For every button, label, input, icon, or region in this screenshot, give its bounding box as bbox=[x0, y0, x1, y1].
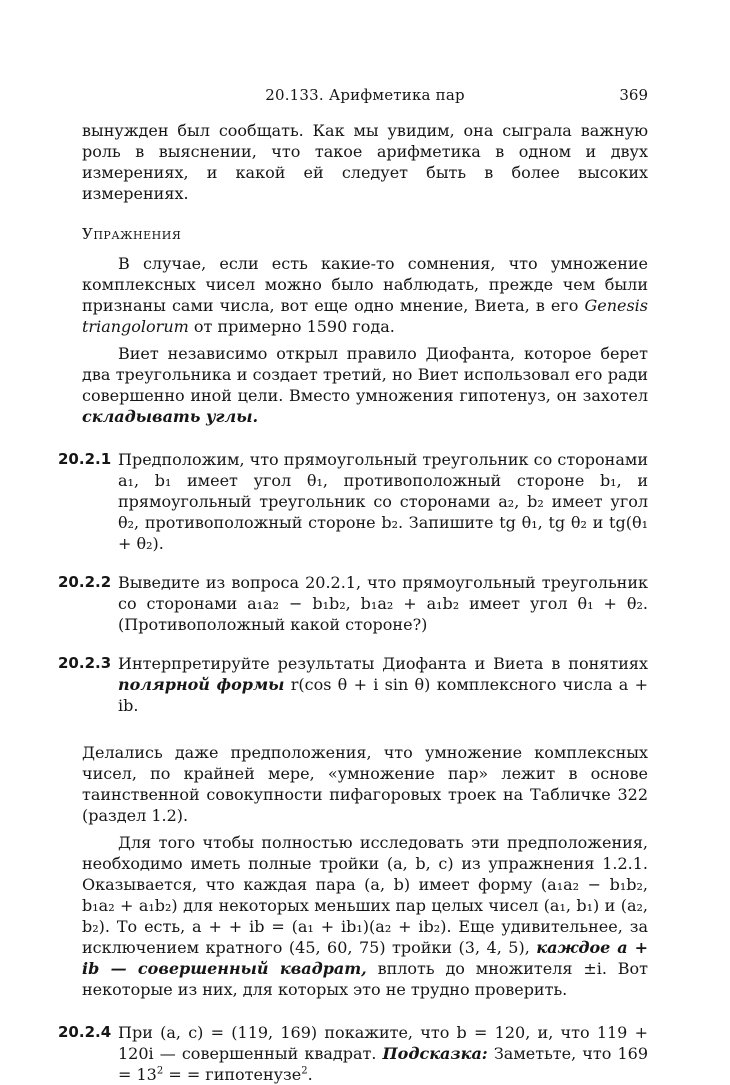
exercise-text-end: . bbox=[307, 1065, 313, 1084]
exercise-item bbox=[58, 449, 648, 554]
page-number: 369 bbox=[619, 86, 648, 104]
exercise-item bbox=[58, 653, 649, 716]
exercise-item bbox=[58, 572, 648, 635]
para1-text: В случае, если есть какие-то сомнения, что умножение комплексных чисел можно было наблюдать, прежде чем были признаны сами числа, вот еще одно мнение, Виета, в его bbox=[82, 254, 648, 315]
exercise-item bbox=[58, 1022, 649, 1085]
para4-text: Для того чтобы полностью исследовать эти предположения, необходимо иметь полные тройки (a, b, c) из упражнения 1.2.1. Оказывается, что каждая пара (a, b) имеет форму (a₁a₂ − b₁b₂, b₁a₂ + a₁b₂) для некоторых меньших пар целых чисел (a₁, b₁) и (a₂, b₂). То есть, a + + ib = (a₁ + ib₁)(a₂ + ib₂). Еще удивительнее, за исключением кратного (45, 60, 75) тройки (3, 4, 5), bbox=[82, 833, 648, 957]
exercise-text-part: Интерпретируйте результаты Диофанта и Виета в понятиях bbox=[118, 654, 648, 673]
book-title: Genesis triangolorum bbox=[82, 296, 648, 336]
exercise-text-part: = = гипотенузе bbox=[163, 1065, 302, 1084]
exercise-number: 20.2.1 bbox=[58, 450, 112, 468]
exercise-text: Выведите из вопроса 20.2.1, что прямоугольный треугольник со сторонами a₁a₂ − b₁b₂, b₁a₂ + a₁b₂ имеет угол θ₁ + θ₂. (Противоположный какой стороне?) bbox=[118, 573, 648, 634]
exponent: 2 bbox=[301, 1065, 308, 1077]
paragraph-plimpton: Делались даже предположения, что умножение комплексных чисел, по крайней мере, «умножение пар» лежит в основе таинственной совокупности пифагоровых троек на Табличке 322 (раздел 1.2). bbox=[82, 743, 648, 825]
exercise-number: 20.2.3 bbox=[58, 654, 112, 672]
section-heading: Упражнения bbox=[82, 225, 182, 243]
page-body bbox=[58, 120, 649, 1085]
intro-paragraph: вынужден был сообщать. Как мы увидим, она сыграла важную роль в выяснении, что такое арифметика в одном и двух измерениях, и какой ей следует быть в более высоких измерениях. bbox=[82, 121, 648, 203]
exercise-text bbox=[118, 653, 648, 716]
exercise-text-part: Заметьте, что 169 = 13 bbox=[118, 1044, 649, 1084]
paragraph-viete-opinion bbox=[82, 253, 648, 337]
exercise-text-part: При (a, c) = (119, 169) покажите, что b = 120, и, что 119 + 120i — совершенный квадрат. bbox=[118, 1023, 648, 1063]
para1-tail: от примерно 1590 года. bbox=[188, 317, 395, 336]
hint-label: Подсказка: bbox=[382, 1044, 488, 1063]
paragraph-triples bbox=[82, 832, 648, 1000]
exercise-text bbox=[118, 1022, 648, 1085]
para2-emphasis: складывать углы. bbox=[82, 407, 259, 426]
paragraph-viete-rule bbox=[82, 343, 648, 427]
para4-emphasis: каждое a + ib — совершенный квадрат, bbox=[82, 938, 648, 978]
para4-tail: вплоть до множителя ±i. Вот некоторые из них, для которых это не трудно проверить. bbox=[82, 959, 648, 999]
para2-text: Виет независимо открыл правило Диофанта, которое берет два треугольника и создает третий, но Виет использовал его ради совершенно иной цели. Вместо умножения гипотенуз, он захотел bbox=[82, 344, 648, 405]
exercise-text: Предположим, что прямоугольный треугольник со сторонами a₁, b₁ имеет угол θ₁, противоположный стороне b₁, и прямоугольный треугольник со сторонами a₂, b₂ имеет угол θ₂, противоположный стороне b₂. Запишите tg θ₁, tg θ₂ и tg(θ₁ + θ₂). bbox=[118, 450, 648, 553]
exercise-text-tail: r(cos θ + i sin θ) комплексного числа a + ib. bbox=[118, 675, 649, 715]
exponent: 2 bbox=[156, 1065, 164, 1077]
exercise-number: 20.2.2 bbox=[58, 573, 112, 591]
running-header bbox=[82, 86, 648, 108]
running-title: 20.133. Арифметика пар bbox=[265, 86, 465, 104]
exercise-emphasis: полярной формы bbox=[118, 675, 285, 694]
exercise-number: 20.2.4 bbox=[58, 1023, 112, 1041]
